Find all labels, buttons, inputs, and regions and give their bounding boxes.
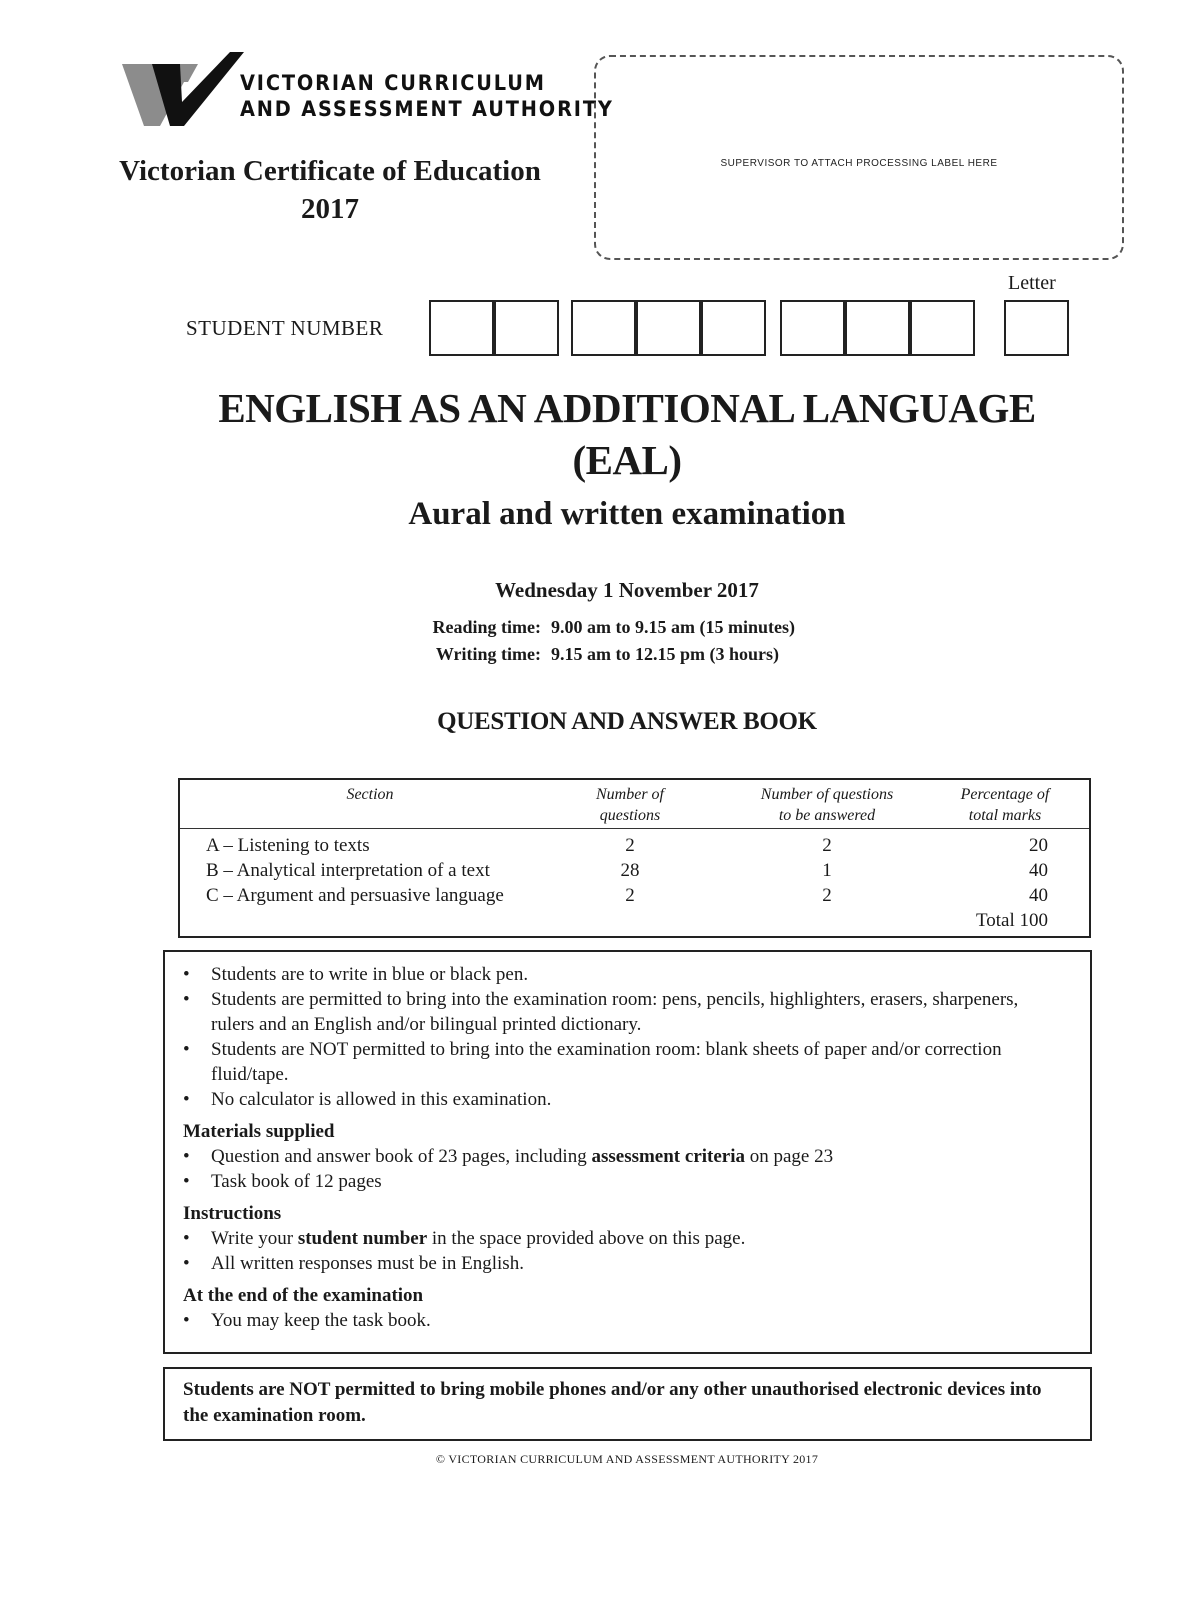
student-number-box[interactable] — [494, 300, 559, 356]
exam-title: ENGLISH AS AN ADDITIONAL LANGUAGE (EAL) — [218, 385, 1036, 483]
book-title: QUESTION AND ANSWER BOOK — [437, 708, 817, 735]
end-heading: At the end of the examination — [183, 1285, 424, 1306]
student-number-box[interactable] — [636, 300, 701, 356]
exam-date: Wednesday 1 November 2017 — [495, 578, 759, 602]
table-row-section: A – Listening to texts — [206, 835, 370, 856]
reading-time: Reading time: 9.00 am to 9.15 am (15 minutes) — [432, 617, 795, 637]
table-row-questions: 28 — [620, 860, 640, 881]
materials-heading: Materials supplied — [183, 1121, 335, 1142]
table-row-percent: 40 — [1029, 860, 1048, 881]
exam-subtitle: Aural and written examination — [408, 496, 846, 532]
table-row-questions: 2 — [625, 835, 635, 856]
rule-item: • No calculator is allowed in this examination. — [183, 1089, 552, 1110]
table-row-section: C – Argument and persuasive language — [206, 885, 504, 906]
instructions-item: • Write your student number in the space provided above on this page. — [183, 1228, 746, 1249]
warning-box — [163, 1367, 1092, 1441]
header-section: Section — [346, 786, 394, 803]
student-number-box[interactable] — [701, 300, 766, 356]
table-row-section: B – Analytical interpretation of a text — [206, 860, 490, 881]
end-item: • You may keep the task book. — [183, 1310, 431, 1331]
exam-times — [409, 614, 795, 668]
student-number-label: STUDENT NUMBER — [186, 316, 384, 340]
vcaa-logo-text: VICTORIAN CURRICULUM AND ASSESSMENT AUTHORITY — [240, 71, 614, 121]
materials-item: • Question and answer book of 23 pages, including assessment criteria on page 23 — [183, 1146, 834, 1167]
rule-item: • Students are to write in blue or black pen. — [183, 964, 529, 985]
writing-time: Writing time: 9.15 am to 12.15 pm (3 hours) — [435, 644, 779, 664]
instructions-heading: Instructions — [183, 1203, 282, 1224]
student-number-box[interactable] — [910, 300, 975, 356]
student-letter-box[interactable] — [1004, 300, 1069, 356]
instructions-item: • All written responses must be in English. — [183, 1253, 524, 1274]
letter-label: Letter — [1008, 272, 1056, 294]
student-number-box[interactable] — [780, 300, 845, 356]
rule-item: • Students are NOT permitted to bring into the examination room: blank sheets of paper and/or correction fluid/tape. — [183, 1039, 1002, 1085]
instructions-box — [163, 950, 1092, 1354]
copyright: © VICTORIAN CURRICULUM AND ASSESSMENT AUTHORITY 2017 — [435, 1452, 819, 1466]
student-number-box[interactable] — [845, 300, 910, 356]
table-total: Total 100 — [975, 910, 1048, 931]
warning-text: Students are NOT permitted to bring mobile phones and/or any other unauthorised electronic devices into the examination room. — [183, 1379, 1042, 1426]
processing-label-text: SUPERVISOR TO ATTACH PROCESSING LABEL HERE — [720, 158, 998, 169]
student-number-box[interactable] — [571, 300, 636, 356]
table-row-answered: 1 — [822, 860, 832, 881]
header-percentage: Percentage of total marks — [960, 786, 1050, 824]
table-row-questions: 2 — [625, 885, 635, 906]
certificate-title: Victorian Certificate of Education 2017 — [119, 155, 541, 225]
header-num-answered: Number of questions to be answered — [760, 786, 894, 824]
student-number-box[interactable] — [429, 300, 494, 356]
header-num-questions: Number of questions — [596, 786, 664, 824]
table-row-answered: 2 — [822, 835, 832, 856]
table-header-divider — [180, 828, 1089, 829]
structure-table — [178, 778, 1091, 938]
table-row-percent: 40 — [1029, 885, 1048, 906]
table-row-percent: 20 — [1029, 835, 1048, 856]
materials-item: • Task book of 12 pages — [183, 1171, 382, 1192]
rule-item: • Students are permitted to bring into the examination room: pens, pencils, highlighters, erasers, sharpeners, rulers and an English and/or bilingual printed dictionary. — [183, 989, 1019, 1035]
table-row-answered: 2 — [822, 885, 832, 906]
